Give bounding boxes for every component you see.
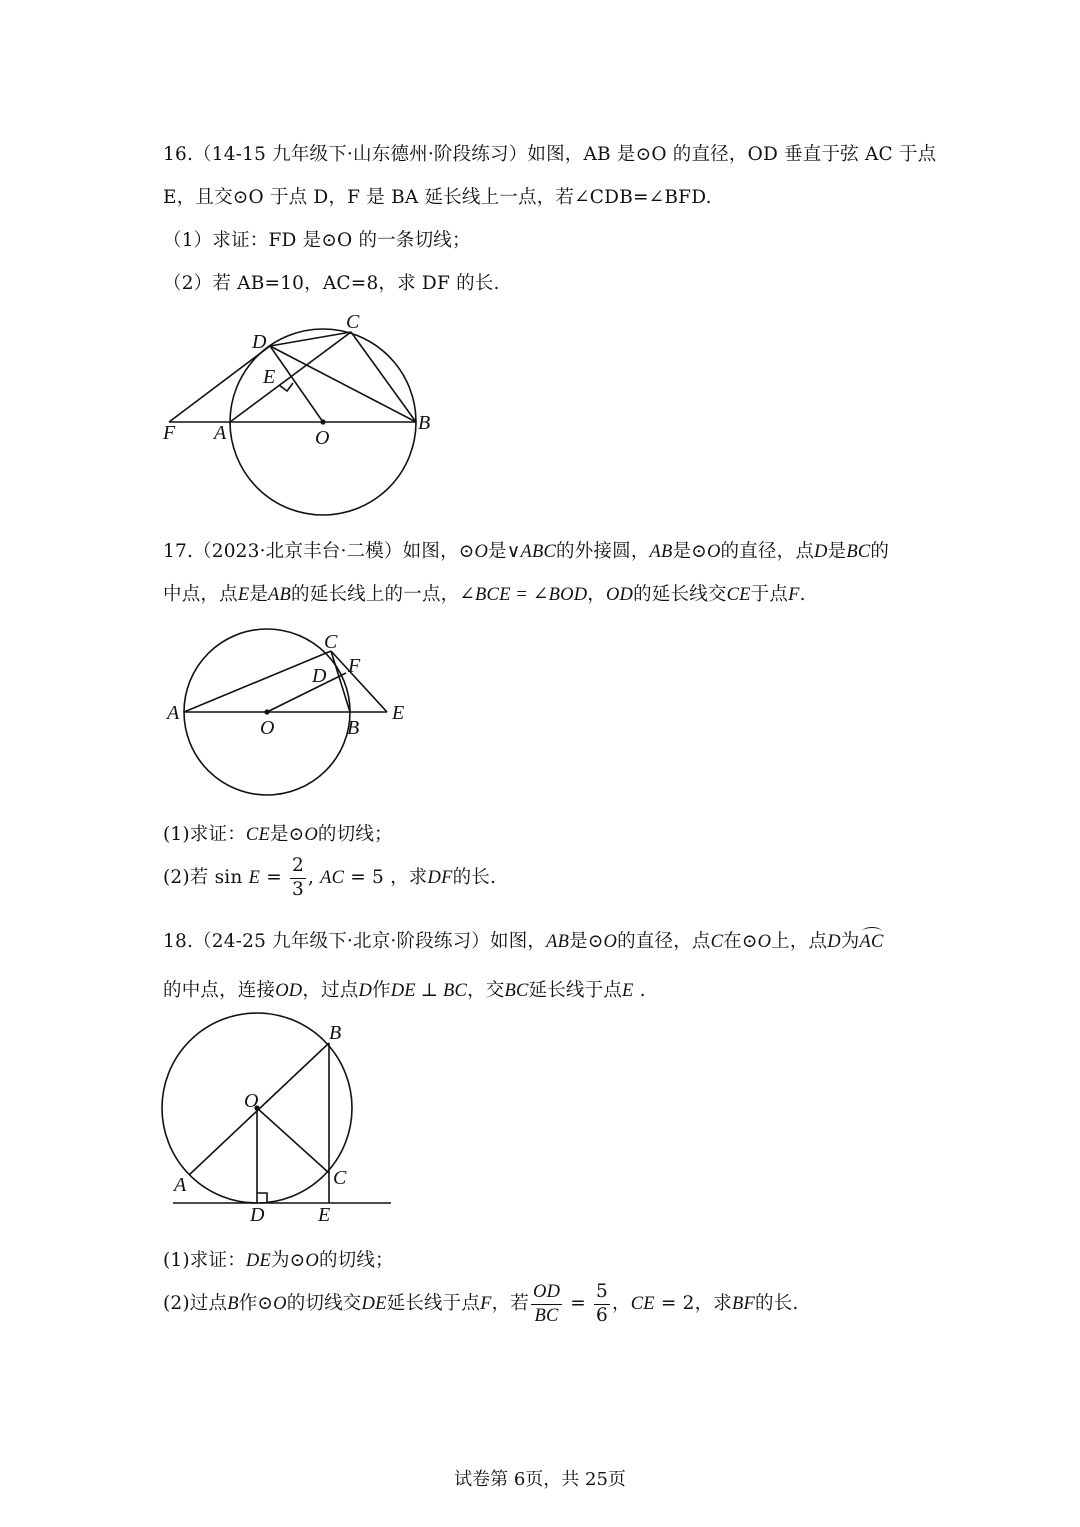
q17-line-ac [184,651,331,712]
q16-part1: （1）求证：FD 是⊙O 的一条切线； [163,230,471,251]
q18-figure [155,1015,405,1230]
q18-label-c: C [333,1167,347,1189]
q16-figure [155,305,455,515]
q16-label-f: F [163,422,176,444]
q16-label-c: C [346,311,360,333]
q17-label-d: D [312,665,327,687]
q18-label-b: B [329,1022,342,1044]
q17-line1: 17.（2023·北京丰台·二模）如图，⊙O是∨ABC的外接圆，AB是⊙O的直径，点D是BC的 [163,541,890,562]
q18-right-angle [257,1193,267,1203]
q16-line2: E，且交⊙O 于点 D，F 是 BA 延长线上一点，若∠CDB=∠BFD. [163,187,712,208]
q17-label-e: E [392,702,405,724]
q16-line-do [270,346,323,422]
q17-label-a: A [167,702,180,724]
q18-line1: 18.（24-25 九年级下·北京·阶段练习）如图，AB是⊙O的直径，点C在⊙O上，点D为AC [163,931,884,952]
q18-label-o: O [244,1090,259,1112]
q17-part1: (1)求证：CE是⊙O的切线； [163,824,393,845]
q18-part1: (1)求证：DE为⊙O的切线； [163,1250,394,1271]
q17-figure [155,620,425,800]
q18-line-oc [257,1108,329,1173]
q17-label-c: C [324,631,338,653]
q18-label-e: E [318,1204,331,1226]
q18-arc-ac: AC [859,932,884,952]
q17-part2: (2)若 sin E = $\frac{2}{3}$ , AC = 5 ，求DF的长. [163,855,497,900]
q16-line-cb [351,332,416,422]
q17-line2: 中点，点E是AB的延长线上的一点，∠BCE = ∠BOD，OD的延长线交CE于点F. [163,584,806,605]
q17-fraction: $\frac{2}{3}$ [291,855,304,900]
q16-label-e: E [263,366,276,388]
q16-line-fd [169,346,270,422]
q16-line-ac [230,332,351,422]
q18-label-a: A [174,1174,187,1196]
page-footer: 试卷第 6页，共 25页 [454,1469,626,1490]
q16-label-o: O [315,427,330,449]
q17-label-b: B [347,717,360,739]
q16-label-d: D [252,331,267,353]
q18-fraction-od-bc: $\frac{OD}{BC}$ [533,1282,561,1326]
q18-part2: (2)过点B作⊙O的切线交DE延长线于点F，若 $\frac{OD}{BC}$ = $\frac{5}{6}$ ，CE = 2，求BF的长. [163,1281,799,1326]
q16-line1: 16.（14-15 九年级下·山东德州·阶段练习）如图，AB 是⊙O 的直径，OD 垂直于弦 AC 于点 [163,144,937,165]
q17-label-o: O [260,717,275,739]
q18-label-d: D [250,1204,265,1226]
q16-part2: （2）若 AB=10，AC=8，求 DF 的长. [163,273,500,294]
q18-fraction-5-6: $\frac{5}{6}$ [596,1281,608,1326]
q16-label-b: B [418,412,431,434]
q16-label-a: A [214,422,227,444]
q17-line-of [267,673,346,712]
q17-label-f: F [348,655,361,677]
q18-line2: 的中点，连接OD，过点D作DE ⊥ BC，交BC延长线于点E . [163,980,646,1001]
